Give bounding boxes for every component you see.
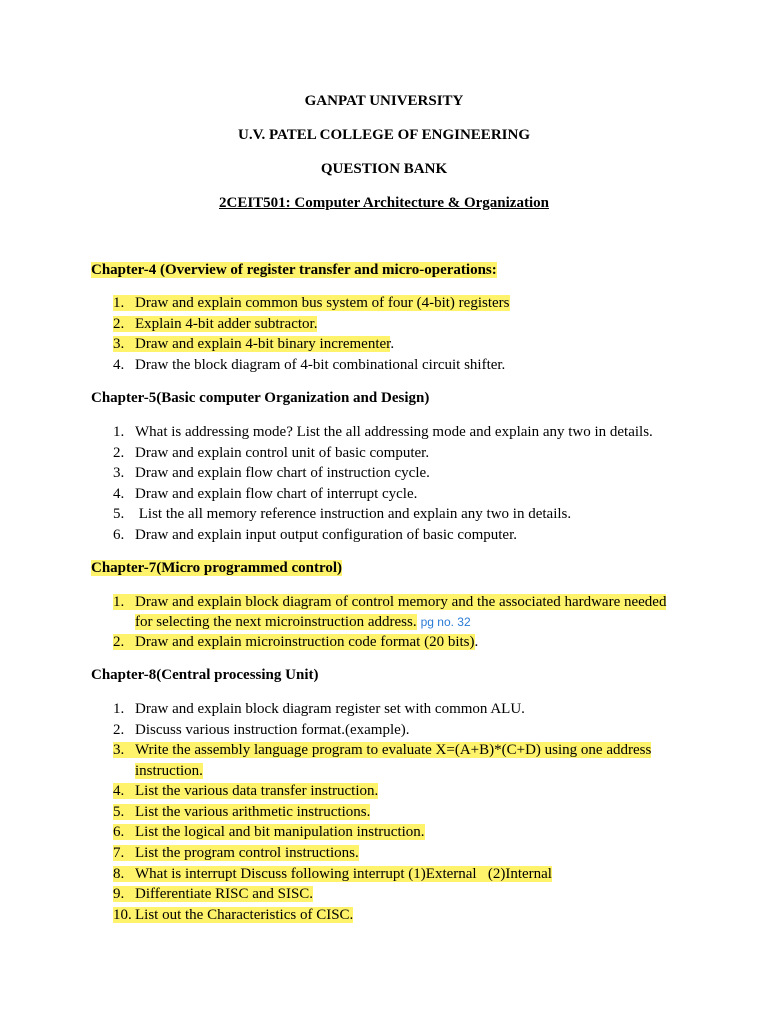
chapter-5-heading: Chapter-5(Basic computer Organization and Design) [91,390,430,406]
chapter-7-title: Chapter-7(Micro programmed control) [91,560,343,576]
list-item-continuation: instruction. [135,763,203,779]
list-item: 1. Draw and explain block diagram register set with common ALU. [113,701,525,717]
list-item: 2. Draw and explain microinstruction code format (20 bits). [113,634,479,650]
chapter-4-title: Chapter-4 (Overview of register transfer and micro-operations: [91,262,497,278]
list-item: 5. List the various arithmetic instructions. [113,804,371,820]
course-title [0,194,768,212]
list-item: 2. Discuss various instruction format.(example). [113,722,410,738]
list-item: 5. List the all memory reference instruction and explain any two in details. [113,506,572,522]
college-name: U.V. PATEL COLLEGE OF ENGINEERING [237,127,530,143]
list-item: 4. List the various data transfer instruction. [113,783,379,799]
list-item: 1. Draw and explain common bus system of four (4-bit) registers [113,295,510,311]
list-item: 6. Draw and explain input output configuration of basic computer. [113,527,517,543]
document-title: QUESTION BANK [320,161,448,177]
list-item: 7. List the program control instructions. [113,845,359,861]
chapter-8-heading: Chapter-8(Central processing Unit) [91,667,319,683]
chapter-4-heading [91,261,497,280]
list-item: 1. Draw and explain block diagram of control memory and the associated hardware needed [113,594,667,610]
university-name: GANPAT UNIVERSITY [304,93,464,109]
list-item: 10. List out the Characteristics of CISC. [113,907,354,923]
list-item: 2. Explain 4-bit adder subtractor. [113,316,318,332]
list-item: 3. Write the assembly language program to evaluate X=(A+B)*(C+D) using one address [113,742,652,758]
list-item: 2. Draw and explain control unit of basic computer. [113,445,430,461]
margin-note: pg no. 32 [420,615,471,629]
list-item: 6. List the logical and bit manipulation instruction. [113,824,425,840]
list-item: 4. Draw the block diagram of 4-bit combinational circuit shifter. [113,357,506,373]
chapter-7-heading [91,559,342,578]
list-item: 8. What is interrupt Discuss following interrupt (1)External (2)Internal [113,866,552,882]
list-item: 3. Draw and explain flow chart of instruction cycle. [113,465,430,481]
list-item: 1. What is addressing mode? List the all addressing mode and explain any two in details. [113,424,653,440]
list-item: 3. Draw and explain 4-bit binary incrementer. [113,336,395,352]
list-item-continuation: for selecting the next microinstruction address. pg no. 32 [135,614,471,630]
list-item: 4. Draw and explain flow chart of interrupt cycle. [113,486,418,502]
list-item: 9. Differentiate RISC and SISC. [113,886,314,902]
course-title-text: 2CEIT501: Computer Architecture & Organization [219,195,549,211]
